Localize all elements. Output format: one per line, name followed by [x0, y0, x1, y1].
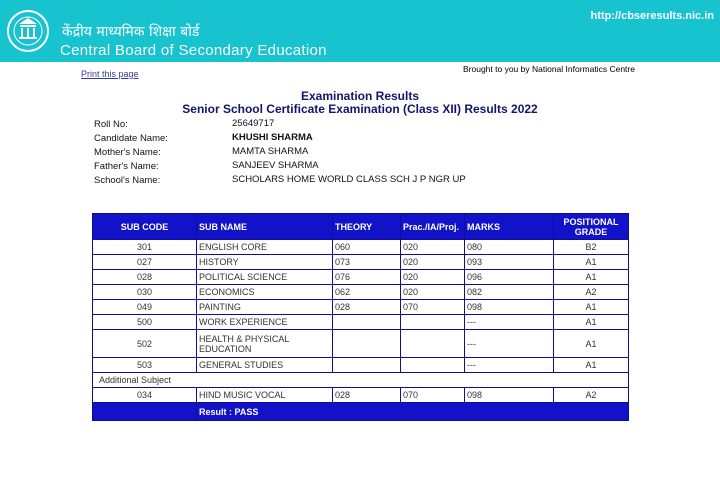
sub-code: 034: [93, 388, 197, 403]
sub-name: HEALTH & PHYSICAL EDUCATION: [197, 330, 333, 358]
brought-by-text: Brought to you by National Informatics Centre: [463, 64, 635, 74]
page-subtitle: Senior School Certificate Examination (Class XII) Results 2022: [182, 102, 538, 116]
table-header-row: [93, 214, 629, 240]
sub-code: 049: [93, 300, 197, 315]
prac: 020: [401, 255, 465, 270]
header-banner: [0, 0, 720, 62]
candidate-name-value: KHUSHI SHARMA: [232, 132, 313, 143]
prac: 020: [401, 240, 465, 255]
sub-name: WORK EXPERIENCE: [197, 315, 333, 330]
theory: 060: [333, 240, 401, 255]
marks: 093: [465, 255, 554, 270]
header-theory: THEORY: [333, 214, 401, 240]
marks: 098: [465, 300, 554, 315]
result-text: Result : PASS: [197, 403, 629, 421]
sub-code: 028: [93, 270, 197, 285]
print-page-link[interactable]: Print this page: [81, 69, 139, 79]
marks: ---: [465, 358, 554, 373]
grade: A1: [554, 358, 629, 373]
sub-name: PAINTING: [197, 300, 333, 315]
table-row: [93, 388, 629, 403]
hindi-title: केंद्रीय माध्यमिक शिक्षा बोर्ड: [62, 24, 200, 40]
grade: A2: [554, 388, 629, 403]
grade: A1: [554, 330, 629, 358]
grade: A2: [554, 285, 629, 300]
grade: B2: [554, 240, 629, 255]
cbse-emblem-icon: [6, 8, 50, 54]
table-row: [93, 255, 629, 270]
grade: A1: [554, 255, 629, 270]
grade: A1: [554, 315, 629, 330]
header-marks: MARKS: [465, 214, 554, 240]
english-title: Central Board of Secondary Education: [60, 42, 327, 59]
theory: [333, 358, 401, 373]
prac: 070: [401, 300, 465, 315]
marks-table: [92, 213, 629, 421]
theory: 028: [333, 300, 401, 315]
site-url[interactable]: http://cbseresults.nic.in: [590, 10, 714, 22]
additional-subject-row: [93, 373, 629, 388]
table-row: [93, 315, 629, 330]
school-name-label: School's Name:: [94, 175, 161, 186]
marks: ---: [465, 330, 554, 358]
header-sub-name: SUB NAME: [197, 214, 333, 240]
theory: [333, 330, 401, 358]
school-name-value: SCHOLARS HOME WORLD CLASS SCH J P NGR UP: [232, 174, 466, 185]
header-positional-grade: POSITIONAL GRADE: [554, 214, 629, 240]
prac: 020: [401, 270, 465, 285]
theory: 073: [333, 255, 401, 270]
prac: [401, 358, 465, 373]
prac: 020: [401, 285, 465, 300]
additional-subject-label: Additional Subject: [93, 373, 629, 388]
mother-name-label: Mother's Name:: [94, 147, 161, 158]
header-sub-code: SUB CODE: [93, 214, 197, 240]
table-row: [93, 358, 629, 373]
table-row: [93, 270, 629, 285]
father-name-label: Father's Name:: [94, 161, 159, 172]
sub-code: 030: [93, 285, 197, 300]
marks: ---: [465, 315, 554, 330]
sub-code: 502: [93, 330, 197, 358]
header-prac: Prac./IA/Proj.: [401, 214, 465, 240]
sub-name: HIND MUSIC VOCAL: [197, 388, 333, 403]
sub-code: 503: [93, 358, 197, 373]
table-row: [93, 330, 629, 358]
father-name-value: SANJEEV SHARMA: [232, 160, 319, 171]
sub-code: 301: [93, 240, 197, 255]
prac: 070: [401, 388, 465, 403]
prac: [401, 330, 465, 358]
table-row: [93, 300, 629, 315]
candidate-name-label: Candidate Name:: [94, 133, 168, 144]
table-row: [93, 240, 629, 255]
theory: 028: [333, 388, 401, 403]
sub-name: POLITICAL SCIENCE: [197, 270, 333, 285]
marks: 096: [465, 270, 554, 285]
result-spacer: [93, 403, 197, 421]
result-row: [93, 403, 629, 421]
sub-code: 027: [93, 255, 197, 270]
sub-name: HISTORY: [197, 255, 333, 270]
page-title: Examination Results: [300, 89, 420, 103]
mother-name-value: MAMTA SHARMA: [232, 146, 309, 157]
marks: 098: [465, 388, 554, 403]
grade: A1: [554, 300, 629, 315]
roll-value: 25649717: [232, 118, 275, 129]
sub-code: 500: [93, 315, 197, 330]
table-row: [93, 285, 629, 300]
marks: 080: [465, 240, 554, 255]
roll-label: Roll No:: [94, 119, 128, 130]
sub-name: GENERAL STUDIES: [197, 358, 333, 373]
theory: 076: [333, 270, 401, 285]
sub-name: ENGLISH CORE: [197, 240, 333, 255]
marks: 082: [465, 285, 554, 300]
sub-name: ECONOMICS: [197, 285, 333, 300]
theory: [333, 315, 401, 330]
prac: [401, 315, 465, 330]
theory: 062: [333, 285, 401, 300]
grade: A1: [554, 270, 629, 285]
